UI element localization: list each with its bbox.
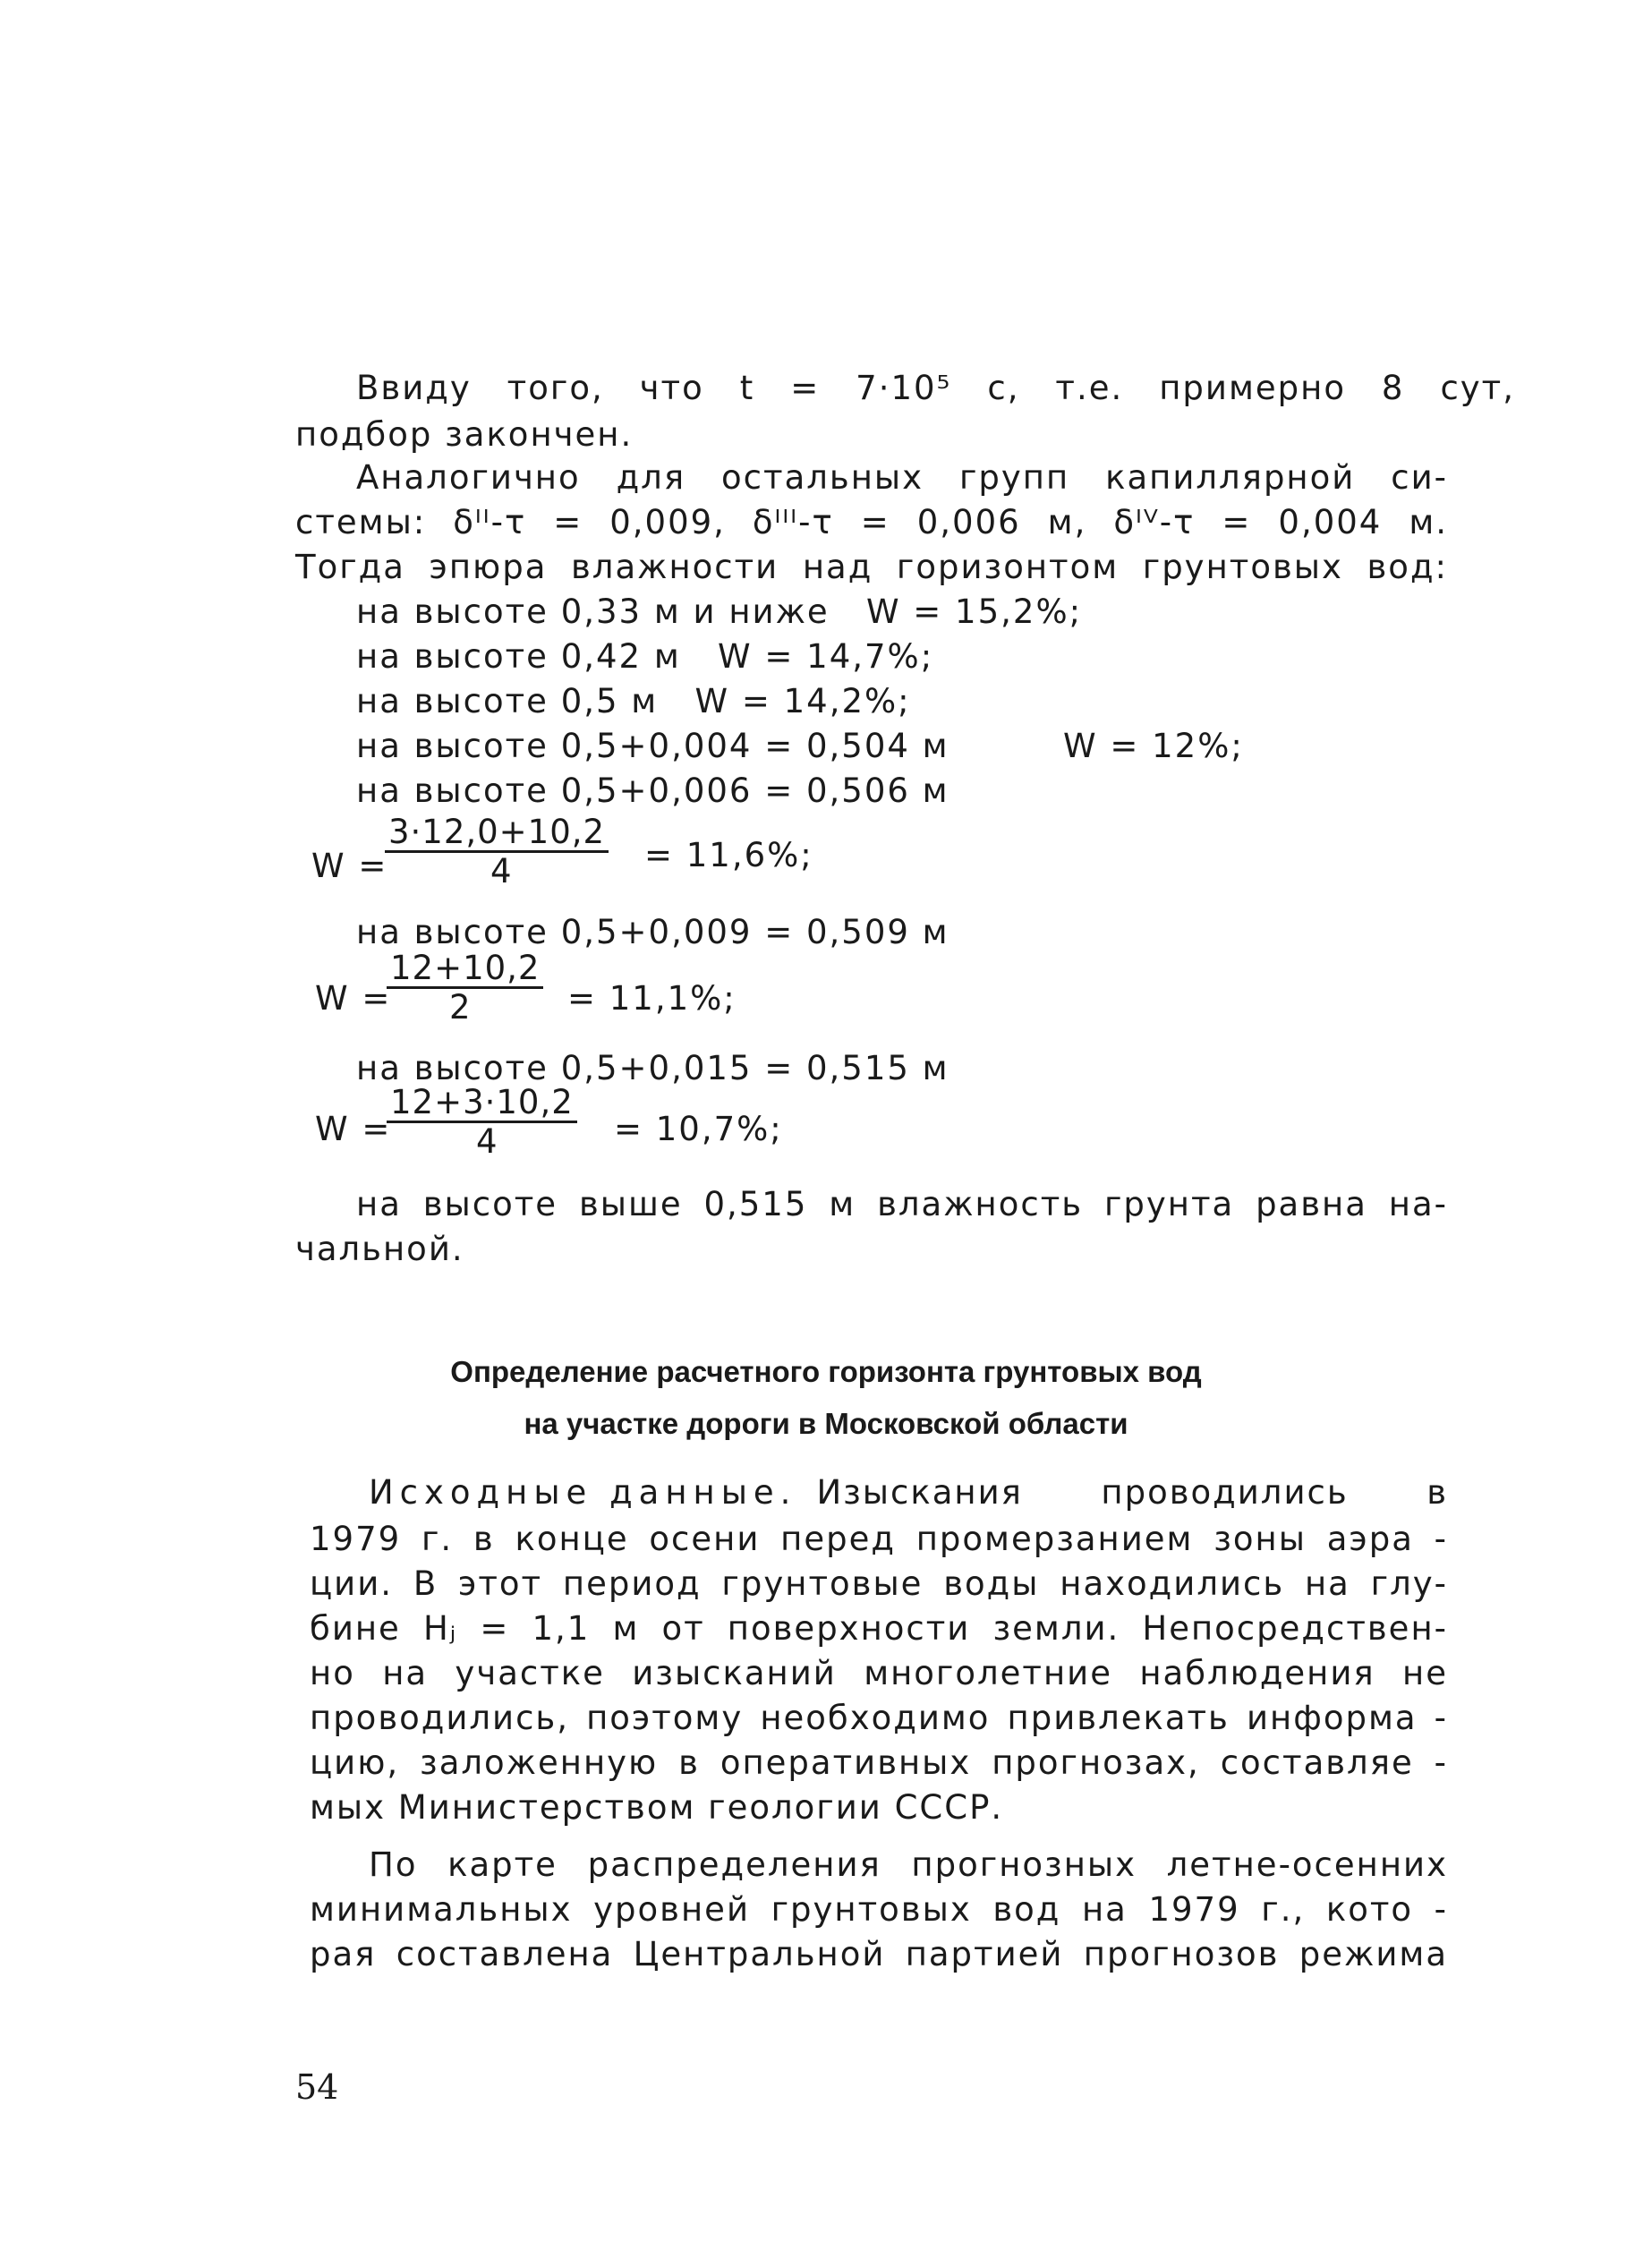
formula-lhs: W = xyxy=(315,1110,392,1148)
text-line: Аналогично для остальных групп капиллярной си- xyxy=(356,458,1448,497)
text-line: бине Hⱼ = 1,1 м от поверхности земли. Непосредствен- xyxy=(310,1609,1448,1648)
formula-result: = 11,1%; xyxy=(567,979,737,1018)
list-item: на высоте 0,5+0,006 = 0,506 м xyxy=(356,771,949,810)
section-heading: на участке дороги в Московской области xyxy=(524,1407,1128,1440)
fraction-numerator: 12+3·10,2 xyxy=(387,1085,577,1123)
fraction-denominator: 2 xyxy=(449,988,471,1027)
text-line: 1979 г. в конце осени перед промерзанием зоны аэра - xyxy=(310,1520,1448,1558)
list-item-value: W = 12%; xyxy=(1063,727,1244,765)
formula-lhs: W = xyxy=(311,847,388,885)
lead-phrase: Исходные данные. xyxy=(369,1473,797,1512)
list-item: на высоте 0,5+0,004 = 0,504 м xyxy=(356,727,949,765)
list-item: на высоте 0,5+0,009 = 0,509 м xyxy=(356,913,949,951)
fraction-numerator: 3·12,0+10,2 xyxy=(385,814,609,853)
formula-result: = 11,6%; xyxy=(644,836,813,874)
text-line: минимальных уровней грунтовых вод на 1979 г., кото - xyxy=(310,1890,1448,1929)
formula-lhs: W = xyxy=(315,979,392,1018)
fraction-denominator: 4 xyxy=(476,1122,498,1161)
list-item: на высоте 0,5 м W = 14,2%; xyxy=(356,682,911,720)
text-line: цию, заложенную в оперативных прогнозах, составляе - xyxy=(310,1743,1448,1782)
text-line: Ввиду того, что t = 7·10⁵ с, т.е. примерно 8 сут, xyxy=(356,369,1515,407)
page-number: 54 xyxy=(295,2067,339,2107)
text-line xyxy=(369,1473,1448,1513)
text-line: подбор закончен. xyxy=(295,415,634,454)
fraction-numerator: 12+10,2 xyxy=(387,950,543,989)
text-line: стемы: δᴵᴵ-τ = 0,009, δᴵᴵᴵ-τ = 0,006 м, δᴵⱽ-τ = 0,004 м. xyxy=(295,503,1448,541)
text-line: рая составлена Центральной партией прогнозов режима xyxy=(310,1935,1448,1973)
text-line: ции. В этот период грунтовые воды находились на глу- xyxy=(310,1564,1448,1603)
fraction-denominator: 4 xyxy=(490,852,512,891)
text-line: на высоте выше 0,515 м влажность грунта равна на- xyxy=(356,1185,1448,1223)
text-line: но на участке изысканий многолетние наблюдения не xyxy=(310,1654,1448,1692)
text-fragment: Изыскания проводились в xyxy=(816,1473,1448,1512)
text-line: По карте распределения прогнозных летне-осенних xyxy=(369,1845,1448,1884)
list-item: на высоте 0,33 м и ниже W = 15,2%; xyxy=(356,592,1083,631)
text-line: мых Министерством геологии СССР. xyxy=(310,1788,1004,1827)
text-line: проводились, поэтому необходимо привлекать информа - xyxy=(310,1699,1448,1737)
text-line: Тогда эпюра влажности над горизонтом грунтовых вод: xyxy=(295,548,1448,586)
list-item: на высоте 0,42 м W = 14,7%; xyxy=(356,637,934,676)
section-heading: Определение расчетного горизонта грунтовых вод xyxy=(450,1355,1202,1388)
formula-result: = 10,7%; xyxy=(614,1110,783,1148)
text-line: чальной. xyxy=(295,1230,464,1268)
list-item: на высоте 0,5+0,015 = 0,515 м xyxy=(356,1049,949,1087)
